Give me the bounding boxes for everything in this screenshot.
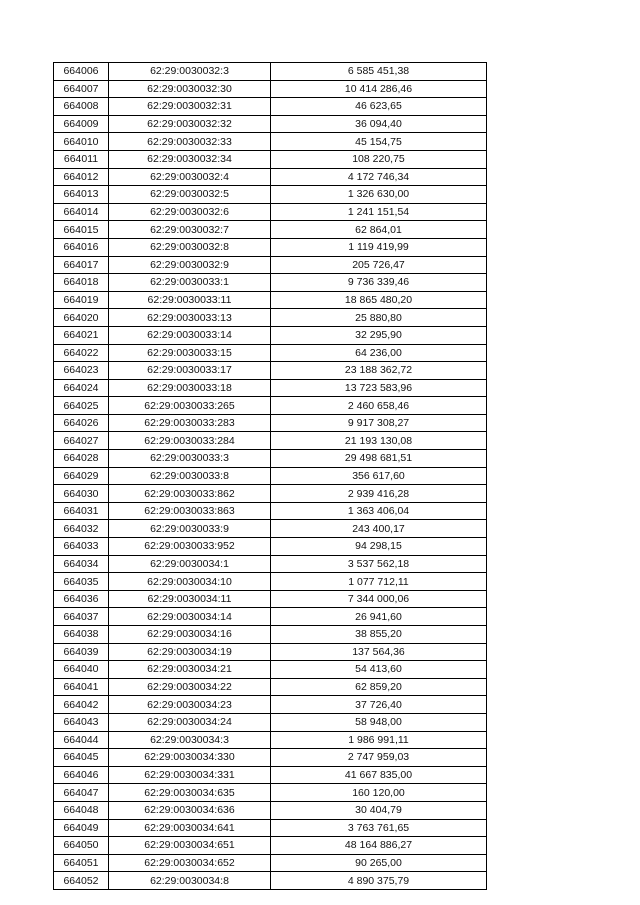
table-row: [54, 150, 487, 168]
table-row: [54, 432, 487, 450]
row-id-cell: 664043: [54, 713, 109, 731]
cadastral-number-cell: 62:29:0030032:9: [109, 256, 271, 274]
row-id-cell: 664030: [54, 485, 109, 503]
row-id-cell: 664037: [54, 608, 109, 626]
table-row: [54, 678, 487, 696]
value-cell: 2 747 959,03: [271, 749, 487, 767]
table-row: [54, 133, 487, 151]
table-row: [54, 801, 487, 819]
value-cell: 21 193 130,08: [271, 432, 487, 450]
table-row: [54, 555, 487, 573]
table-row: [54, 63, 487, 81]
cadastral-number-cell: 62:29:0030034:635: [109, 784, 271, 802]
cadastral-number-cell: 62:29:0030032:32: [109, 115, 271, 133]
cadastral-number-cell: 62:29:0030034:11: [109, 590, 271, 608]
table-row: [54, 766, 487, 784]
table-row: [54, 467, 487, 485]
value-cell: 64 236,00: [271, 344, 487, 362]
row-id-cell: 664029: [54, 467, 109, 485]
cadastral-number-cell: 62:29:0030032:33: [109, 133, 271, 151]
table-row: [54, 414, 487, 432]
cadastral-number-cell: 62:29:0030034:651: [109, 837, 271, 855]
row-id-cell: 664016: [54, 238, 109, 256]
row-id-cell: 664031: [54, 502, 109, 520]
row-id-cell: 664028: [54, 450, 109, 468]
value-cell: 41 667 835,00: [271, 766, 487, 784]
cadastral-number-cell: 62:29:0030033:952: [109, 538, 271, 556]
row-id-cell: 664049: [54, 819, 109, 837]
value-cell: 137 564,36: [271, 643, 487, 661]
value-cell: 1 986 991,11: [271, 731, 487, 749]
value-cell: 62 859,20: [271, 678, 487, 696]
table-row: [54, 450, 487, 468]
row-id-cell: 664007: [54, 80, 109, 98]
row-id-cell: 664018: [54, 274, 109, 292]
value-cell: 90 265,00: [271, 854, 487, 872]
cadastral-number-cell: 62:29:0030034:8: [109, 872, 271, 890]
row-id-cell: 664008: [54, 98, 109, 116]
table-row: [54, 837, 487, 855]
cadastral-number-cell: 62:29:0030034:10: [109, 573, 271, 591]
value-cell: 18 865 480,20: [271, 291, 487, 309]
cadastral-number-cell: 62:29:0030032:5: [109, 186, 271, 204]
cadastral-number-cell: 62:29:0030033:14: [109, 326, 271, 344]
value-cell: 94 298,15: [271, 538, 487, 556]
row-id-cell: 664035: [54, 573, 109, 591]
table-row: [54, 344, 487, 362]
cadastral-number-cell: 62:29:0030034:16: [109, 626, 271, 644]
value-cell: 205 726,47: [271, 256, 487, 274]
row-id-cell: 664025: [54, 397, 109, 415]
cadastral-number-cell: 62:29:0030034:22: [109, 678, 271, 696]
table-row: [54, 643, 487, 661]
cadastral-number-cell: 62:29:0030034:19: [109, 643, 271, 661]
cadastral-number-cell: 62:29:0030033:863: [109, 502, 271, 520]
cadastral-number-cell: 62:29:0030032:4: [109, 168, 271, 186]
row-id-cell: 664040: [54, 661, 109, 679]
table-row: [54, 168, 487, 186]
row-id-cell: 664052: [54, 872, 109, 890]
cadastral-number-cell: 62:29:0030034:652: [109, 854, 271, 872]
table-row: [54, 309, 487, 327]
value-cell: 26 941,60: [271, 608, 487, 626]
cadastral-number-cell: 62:29:0030033:17: [109, 362, 271, 380]
table-row: [54, 538, 487, 556]
cadastral-number-cell: 62:29:0030032:30: [109, 80, 271, 98]
row-id-cell: 664010: [54, 133, 109, 151]
value-cell: 3 763 761,65: [271, 819, 487, 837]
table-row: [54, 819, 487, 837]
table-row: [54, 238, 487, 256]
row-id-cell: 664039: [54, 643, 109, 661]
table-row: [54, 520, 487, 538]
table-row: [54, 608, 487, 626]
cadastral-number-cell: 62:29:0030032:6: [109, 203, 271, 221]
row-id-cell: 664032: [54, 520, 109, 538]
row-id-cell: 664047: [54, 784, 109, 802]
value-cell: 32 295,90: [271, 326, 487, 344]
value-cell: 160 120,00: [271, 784, 487, 802]
table-row: [54, 784, 487, 802]
row-id-cell: 664042: [54, 696, 109, 714]
value-cell: 29 498 681,51: [271, 450, 487, 468]
cadastral-number-cell: 62:29:0030033:862: [109, 485, 271, 503]
data-table: [53, 62, 487, 890]
table-row: [54, 115, 487, 133]
cadastral-number-cell: 62:29:0030032:34: [109, 150, 271, 168]
table-body: [54, 63, 487, 890]
table-row: [54, 485, 487, 503]
value-cell: 6 585 451,38: [271, 63, 487, 81]
value-cell: 25 880,80: [271, 309, 487, 327]
table-row: [54, 573, 487, 591]
value-cell: 2 460 658,46: [271, 397, 487, 415]
row-id-cell: 664041: [54, 678, 109, 696]
value-cell: 2 939 416,28: [271, 485, 487, 503]
cadastral-number-cell: 62:29:0030033:284: [109, 432, 271, 450]
row-id-cell: 664023: [54, 362, 109, 380]
table-row: [54, 749, 487, 767]
table-row: [54, 590, 487, 608]
value-cell: 9 736 339,46: [271, 274, 487, 292]
cadastral-number-cell: 62:29:0030032:3: [109, 63, 271, 81]
cadastral-number-cell: 62:29:0030034:24: [109, 713, 271, 731]
value-cell: 48 164 886,27: [271, 837, 487, 855]
value-cell: 54 413,60: [271, 661, 487, 679]
cadastral-number-cell: 62:29:0030034:14: [109, 608, 271, 626]
value-cell: 1 363 406,04: [271, 502, 487, 520]
row-id-cell: 664006: [54, 63, 109, 81]
value-cell: 36 094,40: [271, 115, 487, 133]
value-cell: 1 326 630,00: [271, 186, 487, 204]
cadastral-number-cell: 62:29:0030033:265: [109, 397, 271, 415]
table-row: [54, 291, 487, 309]
value-cell: 62 864,01: [271, 221, 487, 239]
row-id-cell: 664013: [54, 186, 109, 204]
row-id-cell: 664033: [54, 538, 109, 556]
cadastral-number-cell: 62:29:0030034:636: [109, 801, 271, 819]
table-row: [54, 397, 487, 415]
value-cell: 10 414 286,46: [271, 80, 487, 98]
row-id-cell: 664038: [54, 626, 109, 644]
row-id-cell: 664050: [54, 837, 109, 855]
value-cell: 108 220,75: [271, 150, 487, 168]
table-row: [54, 854, 487, 872]
table-row: [54, 502, 487, 520]
cadastral-number-cell: 62:29:0030033:18: [109, 379, 271, 397]
cadastral-number-cell: 62:29:0030034:1: [109, 555, 271, 573]
row-id-cell: 664014: [54, 203, 109, 221]
value-cell: 45 154,75: [271, 133, 487, 151]
cadastral-number-cell: 62:29:0030033:8: [109, 467, 271, 485]
cadastral-number-cell: 62:29:0030034:331: [109, 766, 271, 784]
row-id-cell: 664011: [54, 150, 109, 168]
row-id-cell: 664022: [54, 344, 109, 362]
value-cell: 9 917 308,27: [271, 414, 487, 432]
row-id-cell: 664024: [54, 379, 109, 397]
row-id-cell: 664012: [54, 168, 109, 186]
value-cell: 3 537 562,18: [271, 555, 487, 573]
row-id-cell: 664051: [54, 854, 109, 872]
table-row: [54, 80, 487, 98]
table-row: [54, 731, 487, 749]
table-row: [54, 362, 487, 380]
value-cell: 7 344 000,06: [271, 590, 487, 608]
value-cell: 1 241 151,54: [271, 203, 487, 221]
row-id-cell: 664034: [54, 555, 109, 573]
row-id-cell: 664019: [54, 291, 109, 309]
table-row: [54, 626, 487, 644]
table-row: [54, 379, 487, 397]
value-cell: 37 726,40: [271, 696, 487, 714]
value-cell: 243 400,17: [271, 520, 487, 538]
cadastral-number-cell: 62:29:0030034:330: [109, 749, 271, 767]
row-id-cell: 664044: [54, 731, 109, 749]
row-id-cell: 664017: [54, 256, 109, 274]
cadastral-number-cell: 62:29:0030033:1: [109, 274, 271, 292]
table-row: [54, 221, 487, 239]
cadastral-number-cell: 62:29:0030033:15: [109, 344, 271, 362]
value-cell: 23 188 362,72: [271, 362, 487, 380]
cadastral-number-cell: 62:29:0030032:31: [109, 98, 271, 116]
table-row: [54, 186, 487, 204]
value-cell: 38 855,20: [271, 626, 487, 644]
cadastral-number-cell: 62:29:0030034:21: [109, 661, 271, 679]
value-cell: 1 077 712,11: [271, 573, 487, 591]
value-cell: 356 617,60: [271, 467, 487, 485]
value-cell: 1 119 419,99: [271, 238, 487, 256]
table-row: [54, 872, 487, 890]
row-id-cell: 664045: [54, 749, 109, 767]
cadastral-number-cell: 62:29:0030032:7: [109, 221, 271, 239]
cadastral-number-cell: 62:29:0030033:11: [109, 291, 271, 309]
table-row: [54, 661, 487, 679]
row-id-cell: 664009: [54, 115, 109, 133]
value-cell: 4 890 375,79: [271, 872, 487, 890]
table-row: [54, 256, 487, 274]
row-id-cell: 664048: [54, 801, 109, 819]
cadastral-number-cell: 62:29:0030034:641: [109, 819, 271, 837]
value-cell: 46 623,65: [271, 98, 487, 116]
value-cell: 58 948,00: [271, 713, 487, 731]
table-row: [54, 203, 487, 221]
value-cell: 13 723 583,96: [271, 379, 487, 397]
row-id-cell: 664015: [54, 221, 109, 239]
cadastral-number-cell: 62:29:0030033:283: [109, 414, 271, 432]
row-id-cell: 664027: [54, 432, 109, 450]
table-row: [54, 326, 487, 344]
table-row: [54, 274, 487, 292]
row-id-cell: 664020: [54, 309, 109, 327]
table-row: [54, 98, 487, 116]
cadastral-number-cell: 62:29:0030034:23: [109, 696, 271, 714]
cadastral-number-cell: 62:29:0030033:9: [109, 520, 271, 538]
row-id-cell: 664026: [54, 414, 109, 432]
table-row: [54, 713, 487, 731]
value-cell: 30 404,79: [271, 801, 487, 819]
cadastral-number-cell: 62:29:0030033:13: [109, 309, 271, 327]
cadastral-number-cell: 62:29:0030032:8: [109, 238, 271, 256]
table-row: [54, 696, 487, 714]
row-id-cell: 664021: [54, 326, 109, 344]
row-id-cell: 664046: [54, 766, 109, 784]
value-cell: 4 172 746,34: [271, 168, 487, 186]
cadastral-number-cell: 62:29:0030034:3: [109, 731, 271, 749]
row-id-cell: 664036: [54, 590, 109, 608]
cadastral-number-cell: 62:29:0030033:3: [109, 450, 271, 468]
